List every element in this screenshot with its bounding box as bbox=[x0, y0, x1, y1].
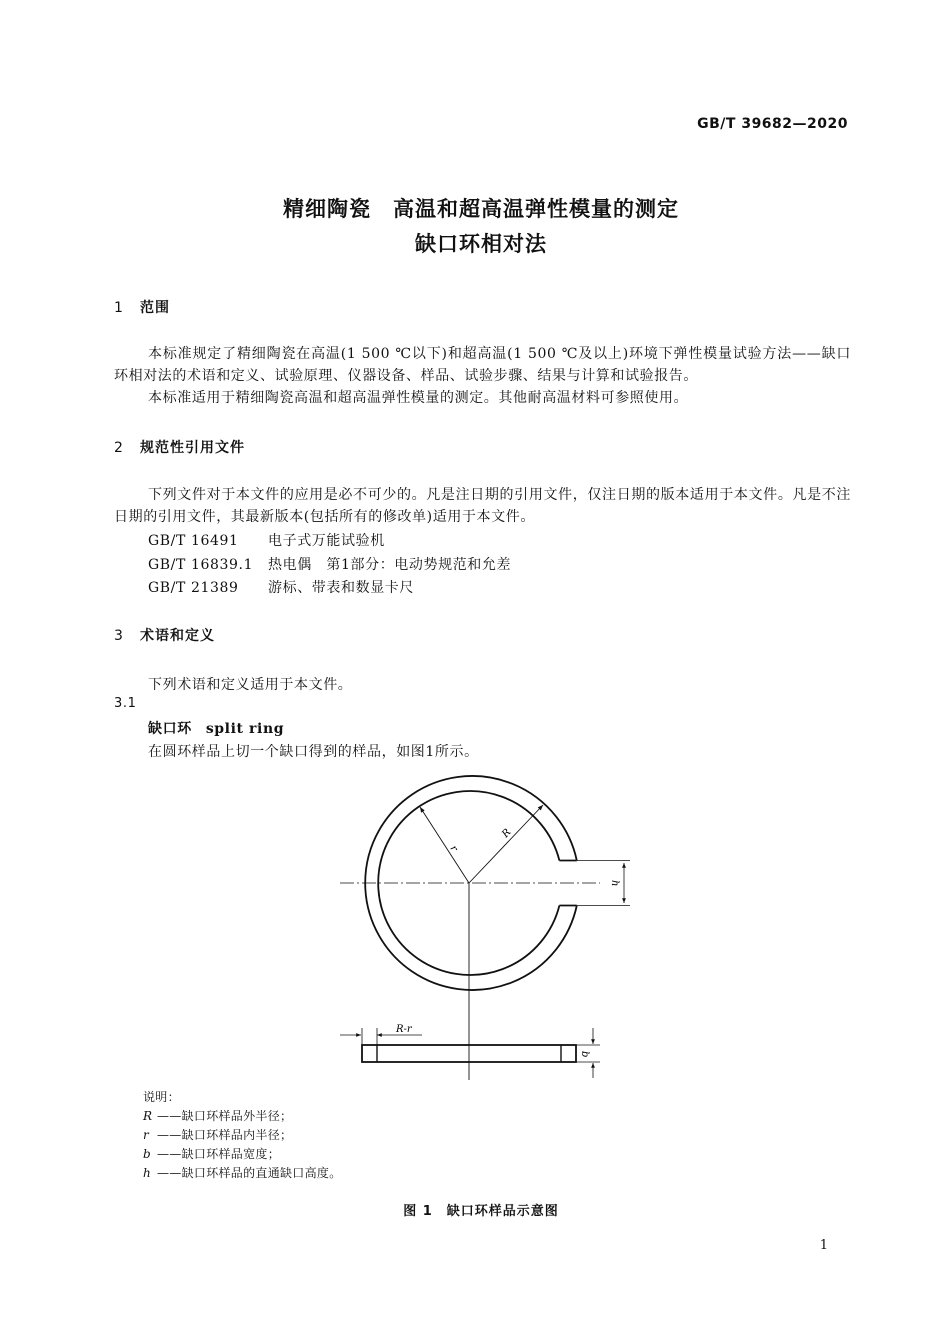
legend-title: 说明： bbox=[143, 1090, 180, 1104]
label-R-r: R-r bbox=[396, 1024, 412, 1035]
figure-caption: 图 1 缺口环样品示意图 bbox=[403, 1204, 559, 1219]
page-number: 1 bbox=[819, 1238, 828, 1253]
section-title: 术语和定义 bbox=[140, 628, 215, 644]
legend-symbol: R bbox=[143, 1109, 153, 1123]
section-1-paragraph-1: 本标准规定了精细陶瓷在高温(1 500 ℃以下)和超高温(1 500 ℃及以上)环境下弹性模量试验方法——缺口环相对法的术语和定义、试验原理、仪器设备、样品、试验步骤、结果与计算和试验报告。 bbox=[114, 346, 851, 384]
document-title-line2: 缺口环相对法 bbox=[415, 232, 547, 256]
section-number: 2 bbox=[114, 440, 124, 456]
section-title: 规范性引用文件 bbox=[140, 440, 245, 456]
legend-desc: ——缺口环样品外半径； bbox=[157, 1109, 293, 1123]
outer-radius-line bbox=[469, 805, 543, 883]
term-en: split ring bbox=[205, 721, 285, 737]
legend-item bbox=[143, 1145, 280, 1162]
legend-symbol: b bbox=[143, 1147, 151, 1161]
reference-code: GB/T 16839.1 bbox=[148, 557, 254, 573]
legend-item bbox=[143, 1126, 292, 1143]
legend-desc: ——缺口环样品宽度； bbox=[157, 1147, 281, 1161]
legend-item bbox=[143, 1164, 342, 1181]
legend-desc: ——缺口环样品内半径； bbox=[157, 1128, 293, 1142]
term-definition: 在圆环样品上切一个缺口得到的样品，如图1所示。 bbox=[148, 744, 479, 760]
section-1-paragraph-2: 本标准适用于精细陶瓷高温和超高温弹性模量的测定。其他耐高温材料可参照使用。 bbox=[148, 390, 689, 406]
document-title-line1: 精细陶瓷 高温和超高温弹性模量的测定 bbox=[283, 197, 679, 221]
reference-name: 热电偶 第1部分：电动势规范和允差 bbox=[268, 557, 512, 573]
reference-name: 电子式万能试验机 bbox=[268, 533, 385, 549]
section-title: 范围 bbox=[140, 300, 170, 316]
section-number: 3 bbox=[114, 628, 124, 644]
reference-name: 游标、带表和数显卡尺 bbox=[268, 580, 414, 596]
term-number: 3.1 bbox=[114, 696, 137, 711]
label-R: R bbox=[500, 827, 514, 841]
legend-desc: ——缺口环样品的直通缺口高度。 bbox=[157, 1166, 342, 1180]
reference-code: GB/T 16491 bbox=[148, 533, 239, 549]
reference-code: GB/T 21389 bbox=[148, 580, 239, 596]
inner-radius-line bbox=[420, 807, 469, 883]
label-h: h bbox=[609, 880, 620, 887]
legend-symbol: h bbox=[143, 1166, 152, 1180]
standard-number: GB/T 39682—2020 bbox=[697, 116, 848, 132]
label-b: b bbox=[579, 1051, 590, 1058]
section-2-paragraph-1: 下列文件对于本文件的应用是必不可少的。凡是注日期的引用文件，仅注日期的版本适用于本文件。凡是不注日期的引用文件，其最新版本(包括所有的修改单)适用于本文件。 bbox=[114, 487, 851, 525]
legend-symbol: r bbox=[143, 1128, 150, 1142]
section-number: 1 bbox=[114, 300, 124, 316]
section-3-paragraph-1: 下列术语和定义适用于本文件。 bbox=[148, 677, 353, 693]
label-r: r bbox=[447, 843, 460, 854]
legend-item bbox=[143, 1107, 292, 1124]
term-zh: 缺口环 bbox=[148, 721, 192, 737]
